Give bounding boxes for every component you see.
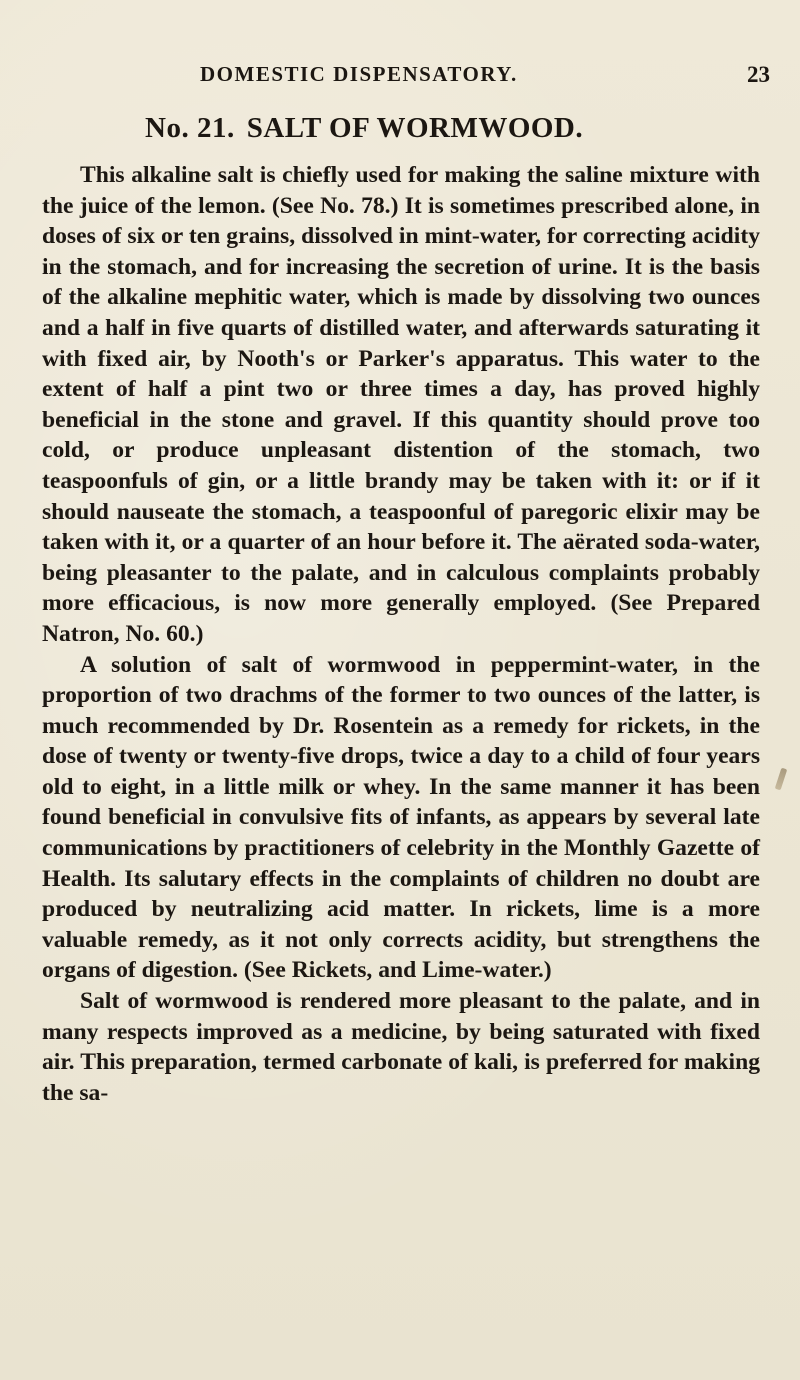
page-number: 23 xyxy=(747,62,770,87)
running-title: DOMESTIC DISPENSATORY. xyxy=(200,62,518,86)
section-heading xyxy=(145,112,583,145)
margin-mark xyxy=(775,768,788,791)
paragraph: A solution of salt of wormwood in peppermint-water, in the proportion of two drachms of the former to two ounces of the latter, is much recommended by Dr. Rosentein as a remedy for rickets, in the dose of twenty or twenty-five drops, twice a day to a child of four years old to eight, in a little milk or whey. In the same manner it has been found beneficial in convulsive fits of infants, as appears by several late communications by practitioners of celebrity in the Monthly Gazette of Health. Its salutary effects in the complaints of children no doubt are produced by neutralizing acid matter. In rickets, lime is a more valuable remedy, as it not only corrects acidity, but strengthens the organs of digestion. (See Rickets, and Lime-water.) xyxy=(42,651,760,984)
section-title: SALT OF WORMWOOD. xyxy=(246,112,584,144)
running-head xyxy=(0,62,800,102)
section-number: No. 21. xyxy=(145,112,235,144)
paragraph: This alkaline salt is chiefly used for making the saline mixture with the juice of the lemon. (See No. 78.) It is sometimes prescribed alone, in doses of six or ten grains, dissolved in mint-water, for correcting acidity in the stomach, and for increasing the secretion of urine. It is the basis of the alkaline mephitic water, which is made by dissolving two ounces and a half in five quarts of distilled water, and afterwards saturating it with fixed air, by Nooth's or Parker's apparatus. This water to the extent of half a pint two or three times a day, has proved highly beneficial in the stone and gravel. If this quantity should prove too cold, or produce unpleasant distention of the stomach, two teaspoonfuls of gin, or a little brandy may be taken with it: or if it should nauseate the stomach, a teaspoonful of paregoric elixir may be taken with it, or a quarter of an hour before it. The aërated soda-water, being pleasanter to the palate, and in calculous complaints probably more efficacious, is now more generally employed. (See Prepared Natron, No. 60.) xyxy=(42,162,760,647)
paragraph: Salt of wormwood is rendered more pleasant to the palate, and in many respects improved as a medicine, by being saturated with fixed air. This preparation, termed carbonate of kali, is preferred for making the sa- xyxy=(42,988,760,1106)
body-text xyxy=(42,160,760,1108)
